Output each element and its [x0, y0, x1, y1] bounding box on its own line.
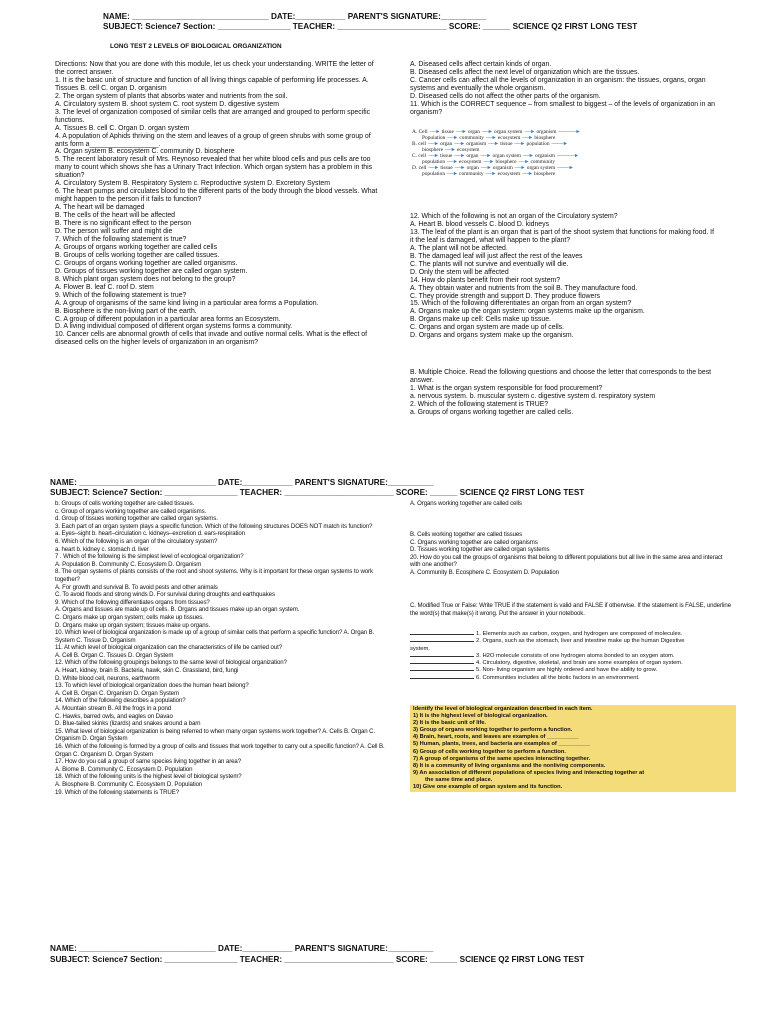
text-line: A. Cell B. Organ C. Tissues D. Organ System [55, 651, 174, 659]
text-line: 16. Which of the following is formed by a group of cells and tissues that work together to carry out a specific function? A. Cell B. Organ C. Organism D. Organ System [55, 743, 385, 758]
text-line: A. Organs working together are called cells [410, 500, 522, 507]
header-line-1b: NAME: ______________________________ DATE:___________ PARENT'S SIGNATURE:__________ [50, 478, 434, 487]
arrow-icon: ──► [522, 135, 533, 141]
chain-item: biosphere [534, 171, 556, 177]
text-line: A. Population B. Community C. Ecosystem D. Organism [55, 560, 202, 568]
identify-box [410, 705, 736, 792]
text-line: A. A group of organisms of the same kind living in a particular area forms a Population. [55, 299, 319, 307]
text-line: B. The cells of the heart will be affected [55, 212, 176, 220]
answer-blank[interactable] [410, 678, 474, 679]
text-line: c. Group of organs working together are called organisms. [55, 507, 207, 515]
text-line: B. There is no significant effect to the person [55, 220, 192, 228]
tf-statement: 3. H2O molecule consists of one hydrogen atoms bonded to an oxygen atom. [476, 652, 675, 659]
header-line-2: SUBJECT: Science7 Section: ________________ TEACHER: ________________________ SCORE: ______ SCIENCE Q2 FIRST LONG TEST [103, 22, 638, 31]
arrow-icon: ──► [488, 141, 499, 147]
text-line: A. They obtain water and nutrients from the soil B. They manufacture food. [410, 284, 638, 292]
tf-item [410, 675, 734, 682]
text-line: 5. The recent laboratory result of Mrs. Reynoso revealed that her white blood cells and pus cells are too many to count which shows she has a Urinary Tract Infection. Which organ system has a problem in this situation? [55, 156, 373, 180]
arrow-icon: ──────► [556, 153, 579, 159]
identify-line: 10) Give one example of organ system and its function. [413, 784, 563, 791]
chain-item: organism [492, 165, 513, 171]
page1-right-column-c [410, 369, 718, 417]
arrow-icon: ──► [518, 159, 529, 165]
text-line: D. The person will suffer and might die [55, 228, 173, 236]
text-line: a. heart b. kidney c. stomach d. liver [55, 545, 149, 553]
text-line: C. The plants will not survive and eventually will die. [410, 260, 569, 268]
identify-line: 5) Human, plants, trees, and bacteria are examples of __________ [413, 741, 591, 748]
text-line: A. Diseased cells affect certain kinds of organ. [410, 61, 552, 68]
identify-line: 3) Group of organs working together to perform a function. [413, 727, 573, 734]
text-line: a. nervous system. b. muscular system c. digestive system d. respiratory system [410, 392, 656, 400]
text-line: D. Blue-tailed skinks (lizards) and snakes around a barn [55, 720, 201, 728]
text-line: A. Organ system B. ecosystem C. community D. biosphere [55, 148, 235, 156]
identify-line: Identify the level of biological organization described in each item. [413, 706, 593, 712]
chain-item: tissue [500, 141, 513, 147]
tf-statement: system. [410, 645, 430, 652]
chain-item: tissue [440, 153, 453, 159]
page2-right-column-a [410, 500, 730, 508]
page2-right-column-b [410, 531, 734, 577]
arrow-icon: ──► [447, 171, 458, 177]
text-line: 13. To which level of biological organization does the human heart belong? [55, 682, 249, 690]
text-line: 7. Which of the following statement is true? [55, 235, 187, 243]
arrow-icon: ──► [429, 129, 440, 135]
identify-line: 7) A group of organisms of the same species interacting together. [413, 755, 591, 762]
arrow-icon: ──────► [558, 129, 580, 135]
arrow-icon: ──► [444, 147, 455, 153]
tf-statement: 5. Non- living organism are highly ordered and have the ability to grow. [476, 667, 658, 674]
text-line: A. Mountain stream B. All the frogs in a pond [55, 705, 172, 713]
text-line: 6. Which of the following is an organ of the circulatory system? [55, 537, 218, 545]
chain-item: tissue [440, 165, 453, 171]
arrow-icon: ──► [447, 135, 458, 141]
tf-item [410, 638, 734, 645]
chain-item: biosphere [534, 135, 556, 141]
text-line: D. Tissues working together are called organ systems [410, 546, 550, 554]
text-line: 8. Which plant organ system does not belong to the group? [55, 275, 236, 283]
tf-statement: 1. Elements such as carbon, oxygen, and hydrogen are composed of molecules. [476, 631, 683, 637]
text-line: B. The damaged leaf will just affect the rest of the leaves [410, 252, 583, 260]
chain-item: organ [440, 141, 453, 147]
arrow-icon: ──► [480, 165, 491, 171]
chain-item: organism [534, 153, 555, 159]
chain-item: D. cell [412, 165, 427, 171]
identify-line: the same time and place. [425, 776, 493, 783]
arrow-icon: ──► [428, 153, 439, 159]
text-line: 13. The leaf of the plant is an organ that is part of the shoot system that functions for making food. If it the leaf is damaged, what will happen to the plant? [410, 228, 715, 244]
answer-blank[interactable] [410, 641, 474, 642]
text-line: D. White blood cell, neurons, earthworm [55, 674, 160, 682]
chain-item: Population [422, 135, 446, 141]
arrow-icon: ──► [514, 165, 525, 171]
text-line: C. To avoid floods and strong winds D. For survival during droughts and earthquakes [55, 591, 275, 599]
arrow-icon: ────► [551, 141, 568, 147]
text-line: 6. The heart pumps and circulates blood to the different parts of the body through the blood vessels. What might happen to the person if it fails to function? [55, 188, 378, 204]
text-line: 10. Which level of biological organization is made up of a group of similar cells that perform a specific function? A. Organ B. System C. Tissue D. Organism [55, 629, 375, 644]
arrow-icon: ──► [485, 135, 496, 141]
tf-item [410, 631, 734, 638]
text-line: D. Only the stem will be affected [410, 268, 509, 276]
text-line: C. Organs make up organ system; cells make up tissues. [55, 613, 204, 621]
arrow-icon: ──► [483, 159, 494, 165]
text-line: D. Organs and organs system make up the organism. [410, 332, 574, 340]
text-line: A. Tissues B. cell C. Organ D. organ system [55, 124, 190, 132]
text-line: 12. Which of the following groupings belongs to the same level of biological organization? [55, 659, 287, 667]
text-line: B. Organs make up cell: Cells make up tissue. [410, 316, 551, 324]
text-line: C. A group of different population in a particular area forms an Ecosystem. [55, 315, 281, 323]
text-line: C. Cancer cells can affect all the levels of organization in an organism: the tissues, organs, organ systems and eventually the whole organism. [410, 76, 706, 92]
chain-item: community [530, 159, 556, 165]
chain-item: organ [466, 165, 479, 171]
text-line: 20. How do you call the groups of organisms that belong to different populations but all live in the same area and interact with one another? [410, 553, 723, 569]
text-line: 15. What level of biological organization is being referred to when many organ systems work together? A. Cells B. Organ C. Organism D. Organ System [55, 727, 376, 743]
text-line: 9. Which of the following differentiates organs from tissues? [55, 598, 210, 606]
answer-blank[interactable] [410, 663, 474, 664]
text-line: 11. At which level of biological organization can the characteristics of life be carried out? [55, 644, 283, 652]
chain-item: tissue [441, 129, 454, 135]
chain-item: B. cell [412, 141, 427, 147]
text-line: C. They provide strength and support D. They produce flowers [410, 292, 601, 300]
arrow-icon: ──► [485, 171, 496, 177]
text-line: d. Group of tissues working together are called organ systems. [55, 515, 218, 523]
chain-item: organ system [494, 129, 523, 135]
arrow-icon: ────► [557, 165, 573, 171]
header-line-2c: SUBJECT: Science7 Section: ________________ TEACHER: ________________________ SCORE: ______ SCIENCE Q2 FIRST LONG TEST [50, 955, 585, 964]
text-line: 14. How do plants benefit from their root system? [410, 276, 561, 284]
text-line: 14. Which of the following describes a population? [55, 697, 186, 705]
identify-line: 2) It is the basic unit of life. [413, 720, 486, 727]
text-line: 8. The organ systems of plants consists of the root and shoot systems. Why is it important for these organ systems to work together? [55, 568, 373, 583]
text-line: b. Groups of cells working together are called tissues. [55, 500, 195, 507]
text-line: A. Heart B. blood vessels C. blood D. kidneys [410, 220, 550, 228]
text-line: C. Organs working together are called organisms [410, 538, 538, 546]
text-line: A. Circulatory System B. Respiratory System c. Reproductive system D. Excretory System [55, 180, 330, 188]
text-line: C. Organs and organ system are made up of cells. [410, 324, 564, 332]
arrow-icon: ──► [524, 129, 535, 135]
tf-item [410, 667, 734, 674]
chain-item: C. cell [412, 153, 427, 159]
text-line: 19. Which of the following statements is TRUE? [55, 788, 179, 796]
text-line: A. Organs and tissues are made up of cells. B. Organs and tissues make up an organ system. [55, 606, 300, 614]
text-line: C. Modified True or False: Write TRUE if the statement is valid and FALSE if otherwise. If the statement is FALSE, underline the word(s) that make(s) it wrong. Put the answer in your notebook. [410, 602, 731, 617]
arrow-icon: ──► [482, 129, 492, 135]
text-line: A. Organs make up the organ system: organ systems make up the organism. [410, 308, 645, 316]
text-line: A. Biome B. Community C. Ecosystem D. Population [55, 765, 193, 773]
text-line: A. Heart, kidney, brain B. Bacteria, hawk, skin C. Grassland, bird, fungi [55, 667, 239, 675]
text-line: 9. Which of the following statement is true? [55, 291, 187, 299]
text-line: a. Groups of organs working together are called cells. [410, 408, 574, 416]
text-line: 11. Which is the CORRECT sequence – from smallest to biggest – of the levels of organization in an organism? [410, 100, 715, 116]
chain-item: community [459, 171, 484, 177]
chain-item: ecosystem [497, 135, 521, 141]
text-line: B. Multiple Choice. Read the following questions and choose the letter that corresponds to the best answer. [410, 369, 712, 384]
text-line: 7 . Which of the following is the simplest level of ecological organization? [55, 553, 244, 561]
chain-d-row-2 [412, 171, 712, 177]
chain-item: organism [536, 129, 557, 135]
text-line: A. Biosphere B. Community C. Ecosystem D. Population [55, 780, 203, 788]
text-line: 18. Which of the following units is the highest level of biological system? [55, 773, 242, 781]
text-line: 17. How do you call a group of same species living together in an area? [55, 758, 241, 766]
text-line: B. Biosphere is the non-living part of the earth. [55, 307, 197, 315]
text-line: D. A living individual composed of different organ systems forms a community. [55, 323, 293, 331]
text-line: B. Diseased cells affect the next level of organization which are the tissues. [410, 68, 640, 76]
identify-line: 4) Brain, heart, roots, and leaves are examples of __________ [413, 734, 579, 741]
text-line: C. Hawks, barred owls, and eagles on Davao [55, 712, 173, 720]
true-false-section [410, 631, 734, 682]
arrow-icon: ──► [428, 141, 439, 147]
tf-item [410, 660, 734, 667]
text-line: A. The heart will be damaged [55, 204, 145, 212]
text-line: 1. It is the basic unit of structure and function of all living things capable of performing life processes. A. Tissues B. cell C. organ D. organism [55, 76, 369, 92]
text-line: D. Diseased cells do not affect the other parts of the organism. [410, 92, 601, 100]
tf-item [410, 646, 734, 653]
text-line: B. Cells working together are called tissues [410, 531, 523, 538]
arrow-icon: ──► [455, 129, 466, 135]
tf-item [410, 653, 734, 660]
arrow-icon: ──► [454, 153, 465, 159]
page1-right-column-b [410, 213, 718, 340]
text-line: A. Cell B. Organ C. Organism D. Organ System [55, 689, 179, 697]
sequence-options [412, 129, 712, 177]
text-line: 12. Which of the following is not an organ of the Circulatory system? [410, 213, 618, 220]
text-line: C. Groups of organs working together are called organisms. [55, 259, 238, 267]
chain-item: community [459, 135, 484, 141]
tf-statement: 4. Circulatory, digestive, skeletal, and brain are some examples of organ system. [476, 660, 683, 667]
chain-item: population [526, 141, 550, 147]
answer-blank[interactable] [410, 634, 474, 635]
header-line-1: NAME: ______________________________ DATE:___________ PARENT'S SIGNATURE:__________ [103, 12, 487, 21]
tf-statement: 2. Organs, such as the stomach, liver and intestine make up the human Digestive [476, 638, 685, 645]
arrow-icon: ──► [480, 153, 491, 159]
chain-item: ecosystem [497, 171, 521, 177]
text-line: A. Community B. Ecosphere C. Ecosystem D. Population [410, 568, 559, 576]
text-line: a. Eyes–sight b. heart–circulation c. kidneys–excretion d. ears-respiration [55, 530, 245, 538]
chain-item: biosphere [422, 147, 443, 153]
chain-item: biosphere [495, 159, 517, 165]
text-line: 15. Which of the following differentiates an organ from an organ system? [410, 300, 632, 308]
arrow-icon: ──► [454, 165, 465, 171]
answer-blank[interactable] [410, 656, 474, 657]
tf-statement: 6. Communities includes all the biotic factors in an environment. [476, 674, 640, 681]
arrow-icon: ──► [428, 165, 439, 171]
chain-item: organism [466, 141, 487, 147]
identify-line: 8) It is a community of living organisms and the nonliving components. [413, 762, 606, 769]
chain-item: organ system [492, 153, 521, 159]
text-line: 3. Each part of an organ system plays a specific function. Which of the following structures DOES NOT match its function? [55, 522, 373, 530]
test-title: LONG TEST 2 LEVELS OF BIOLOGICAL ORGANIZATION [110, 43, 282, 50]
identify-line: 6) Group of cells working together to perform a function. [413, 748, 566, 755]
chain-item: organ [466, 153, 479, 159]
arrow-icon: ──► [514, 141, 525, 147]
text-line: 3. The level of organization composed of similar cells that are arranged and grouped to perform specific functions. [55, 108, 371, 124]
arrow-icon: ──► [522, 171, 533, 177]
header-line-1c: NAME: ______________________________ DATE:___________ PARENT'S SIGNATURE:__________ [50, 944, 434, 953]
text-line: 2. Which of the following statement is TRUE? [410, 400, 549, 408]
header-line-2b: SUBJECT: Science7 Section: ________________ TEACHER: ________________________ SCORE: ______ SCIENCE Q2 FIRST LONG TEST [50, 488, 585, 497]
page2-left-column [55, 500, 387, 796]
chain-item: ecosystem [459, 159, 482, 165]
text-line: A. Groups of organs working together are called cells [55, 243, 218, 251]
text-line: D. Groups of tissues working together are called organ system. [55, 267, 248, 275]
text-line: D. Organs make up organ system; tissues make up organs. [55, 621, 211, 629]
chain-item: organ [467, 129, 481, 135]
text-line: 10. Cancer cells are abnormal growth of cells that invade and outlive normal cells. What is the effect of diseased cells on the higher levels of organization in an organism? [55, 331, 368, 347]
identify-line: 1) It is the highest level of biological organization. [413, 713, 548, 720]
text-line: 1. What is the organ system responsible for food procurement? [410, 384, 603, 392]
text-line: B. Groups of cells working together are called tissues. [55, 251, 220, 259]
arrow-icon: ──► [447, 159, 458, 165]
page1-left-column [55, 61, 385, 347]
chain-item: population [422, 171, 446, 177]
chain-item: organ system [526, 165, 556, 171]
arrow-icon: ──► [454, 141, 465, 147]
text-line: A. The plant will not be affected. [410, 244, 508, 252]
text-line: Directions: Now that you are done with this module, let us check your understanding. WRITE the letter of the correct answer. [55, 61, 374, 76]
page2-right-column-c [410, 602, 734, 617]
arrow-icon: ──► [523, 153, 533, 159]
text-line: A. Flower B. leaf C. roof D. stem [55, 283, 154, 291]
text-line: 4. A population of Aphids thriving on the stem and leaves of a group of green shrubs with some group of ants form a__________________. [55, 132, 371, 148]
chain-item: A. Cell [412, 129, 428, 135]
text-line: 2. The organ system of plants that absorbs water and nutrients from the soil. [55, 92, 288, 100]
chain-item: ecosystem [456, 147, 480, 153]
identify-line: 9) An association of different populations of species living and interacting together at [413, 769, 645, 776]
page1-right-column [410, 61, 718, 117]
chain-item: population [422, 159, 446, 165]
text-line: A. For growth and survival B. To avoid pests and other animals [55, 583, 218, 591]
answer-blank[interactable] [410, 670, 474, 671]
text-line: A. Circulatory system B. shoot system C. root system D. digestive system [55, 100, 280, 108]
